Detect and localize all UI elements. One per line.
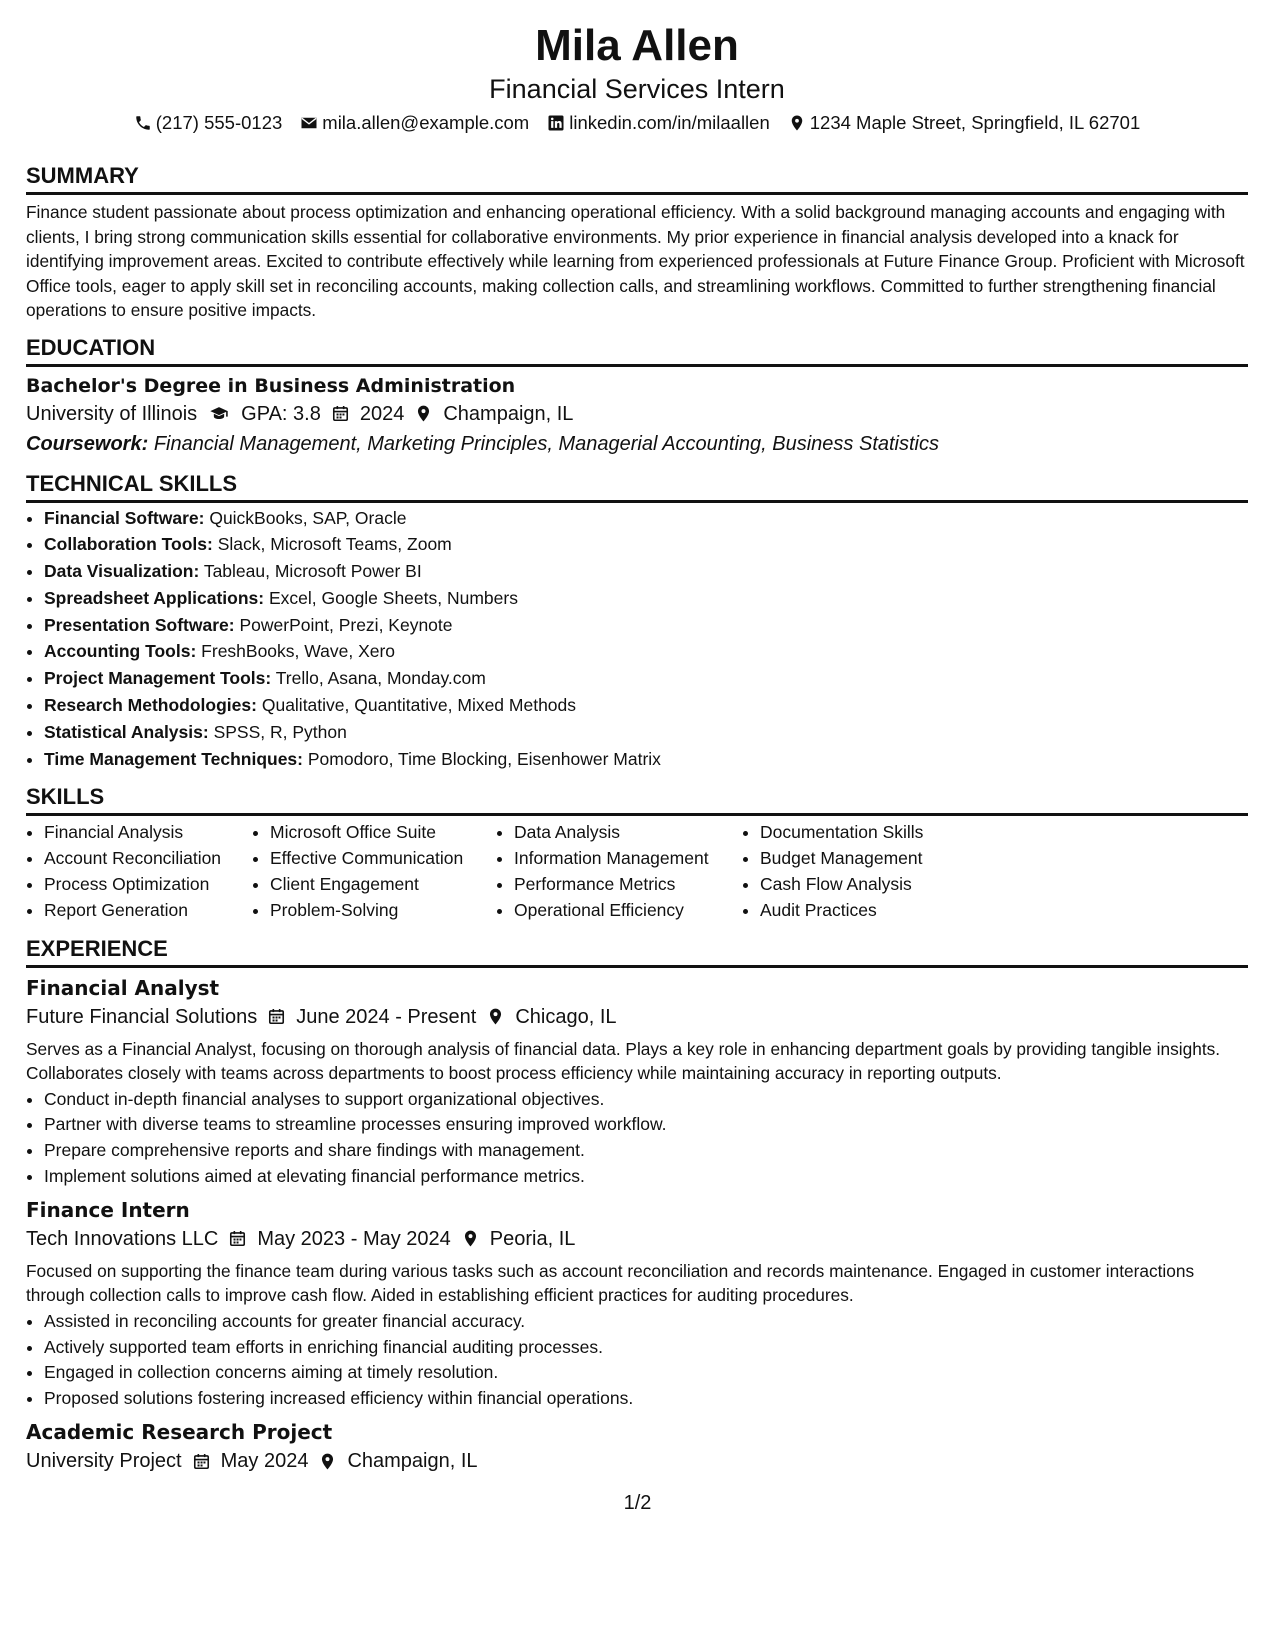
skill-category: Collaboration Tools: — [44, 534, 213, 555]
list-item: • Conduct in-depth financial analyses to support organizational objectives. — [44, 1087, 1248, 1113]
job-meta — [26, 1002, 1248, 1032]
list-item — [44, 585, 1248, 612]
calendar-icon — [228, 1229, 247, 1248]
linkedin-text: linkedin.com/in/milaallen — [569, 112, 770, 133]
list-item: • Information Management — [514, 846, 742, 872]
skills-column-1 — [26, 820, 252, 923]
job-title: Financial Analyst — [26, 975, 220, 1000]
list-item: • Account Reconciliation — [44, 846, 252, 872]
job-dates: May 2024 — [220, 1450, 309, 1473]
job-dates: June 2024 - Present — [296, 1005, 477, 1028]
education-section — [26, 334, 1248, 459]
experience-entry — [26, 1196, 1248, 1412]
phone-icon — [134, 114, 152, 132]
skill-category: Statistical Analysis: — [44, 721, 209, 742]
list-item: • Proposed solutions fostering increased efficiency within financial operations. — [44, 1386, 1248, 1412]
list-item: • Assisted in reconciling accounts for greater financial accuracy. — [44, 1309, 1248, 1335]
calendar-icon — [192, 1452, 211, 1471]
skill-values: Pomodoro, Time Blocking, Eisenhower Matrix — [307, 748, 661, 769]
calendar-icon — [267, 1007, 286, 1026]
skill-values: PowerPoint, Prezi, Keynote — [239, 614, 453, 635]
job-description: Focused on supporting the finance team during various tasks such as account reconciliation and records maintenance. Engaged in customer interactions through collection calls to improve cash flow. Aided in establishing efficient practices for auditing procedures. — [26, 1260, 1195, 1305]
experience-section — [26, 935, 1248, 1476]
job-bullets — [26, 1309, 1248, 1412]
list-item — [44, 719, 1248, 746]
skill-values: SPSS, R, Python — [213, 721, 347, 742]
job-description: Serves as a Financial Analyst, focusing on thorough analysis of financial data. Plays a key role in enhancing department goals by providing tangible insights. Collaborates closely with teams across departments to boost process efficiency while maintaining accuracy in reporting outputs. — [26, 1038, 1221, 1083]
coursework-label: Coursework: — [26, 432, 149, 455]
list-item — [44, 638, 1248, 665]
contact-address — [788, 110, 1140, 136]
skills-column-3 — [496, 820, 742, 923]
gpa-text: GPA: 3.8 — [241, 402, 321, 425]
graduation-cap-icon — [207, 404, 231, 423]
list-item: • Problem-Solving — [270, 898, 496, 924]
list-item — [44, 505, 1248, 532]
education-meta — [26, 399, 1248, 429]
job-meta — [26, 1446, 1248, 1476]
list-item: • Partner with diverse teams to streamline processes ensuring improved workflow. — [44, 1112, 1248, 1138]
skill-values: QuickBooks, SAP, Oracle — [209, 507, 407, 528]
list-item: • Data Analysis — [514, 820, 742, 846]
candidate-name: Mila Allen — [535, 21, 739, 70]
job-meta — [26, 1224, 1248, 1254]
skill-values: Excel, Google Sheets, Numbers — [268, 587, 518, 608]
job-location: Champaign, IL — [347, 1450, 478, 1473]
resume-page — [26, 20, 1248, 1476]
list-item: • Process Optimization — [44, 872, 252, 898]
skill-category: Spreadsheet Applications: — [44, 587, 265, 608]
list-item — [44, 558, 1248, 585]
skill-category: Accounting Tools: — [44, 641, 197, 662]
skills-column-4 — [742, 820, 1000, 923]
technical-skills-list — [26, 505, 1248, 773]
email-text: mila.allen@example.com — [322, 112, 530, 133]
company-name: University Project — [26, 1450, 182, 1473]
contact-phone — [134, 110, 283, 136]
list-item: • Effective Communication — [270, 846, 496, 872]
skill-values: Trello, Asana, Monday.com — [275, 668, 486, 689]
list-item — [44, 665, 1248, 692]
map-pin-icon — [414, 404, 433, 423]
skills-heading: SKILLS — [26, 783, 1248, 816]
technical-skills-section — [26, 470, 1248, 773]
degree-title: Bachelor's Degree in Business Administration — [26, 374, 516, 397]
list-item: • Operational Efficiency — [514, 898, 742, 924]
address-text: 1234 Maple Street, Springfield, IL 62701 — [809, 112, 1141, 133]
company-name: Tech Innovations LLC — [26, 1227, 219, 1250]
envelope-icon — [300, 114, 318, 132]
skill-values: Tableau, Microsoft Power BI — [203, 561, 422, 582]
coursework-line — [26, 429, 1248, 459]
coursework-text: Financial Management, Marketing Principles, Managerial Accounting, Business Statistics — [153, 432, 939, 455]
list-item: • Financial Analysis — [44, 820, 252, 846]
list-item: • Audit Practices — [760, 898, 1000, 924]
list-item — [44, 612, 1248, 639]
skills-column-2 — [252, 820, 496, 923]
candidate-headline: Financial Services Intern — [489, 74, 785, 104]
school-name: University of Illinois — [26, 402, 198, 425]
skill-values: Qualitative, Quantitative, Mixed Methods — [261, 695, 577, 716]
page-number: 1/2 — [623, 1492, 652, 1514]
list-item: • Cash Flow Analysis — [760, 872, 1000, 898]
list-item: • Client Engagement — [270, 872, 496, 898]
list-item: • Documentation Skills — [760, 820, 1000, 846]
list-item: • Performance Metrics — [514, 872, 742, 898]
experience-entry — [26, 974, 1248, 1190]
list-item — [44, 746, 1248, 773]
skill-values: FreshBooks, Wave, Xero — [201, 641, 396, 662]
contact-linkedin[interactable] — [547, 110, 770, 136]
map-pin-icon — [318, 1452, 337, 1471]
list-item: • Budget Management — [760, 846, 1000, 872]
summary-text: Finance student passionate about process optimization and enhancing operational efficiency. With a solid background managing accounts and engaging with clients, I bring strong communication skills essential for collaborative environments. My prior experience in financial analysis developed into a knack for identifying improvement areas. Excited to contribute effectively while learning from experienced professionals at Future Finance Group. Proficient with Microsoft Office tools, eager to apply skill set in reconciling accounts, making collection calls, and streamlining workflows. Committed to further strengthening financial operations to ensure positive impacts. — [26, 202, 1245, 320]
skill-category: Time Management Techniques: — [44, 748, 303, 769]
list-item: • Engaged in collection concerns aiming at timely resolution. — [44, 1360, 1248, 1386]
experience-entry — [26, 1418, 1248, 1476]
summary-heading: SUMMARY — [26, 162, 1248, 195]
map-pin-icon — [486, 1007, 505, 1026]
skills-section — [26, 783, 1248, 923]
skill-category: Financial Software: — [44, 507, 205, 528]
skill-category: Research Methodologies: — [44, 695, 257, 716]
experience-heading: EXPERIENCE — [26, 935, 1248, 968]
contact-bar — [26, 110, 1248, 136]
skills-grid — [26, 820, 1248, 923]
list-item: • Prepare comprehensive reports and share findings with management. — [44, 1138, 1248, 1164]
list-item: • Report Generation — [44, 898, 252, 924]
company-name: Future Financial Solutions — [26, 1005, 258, 1028]
list-item: • Actively supported team efforts in enriching financial auditing processes. — [44, 1335, 1248, 1361]
list-item: • Microsoft Office Suite — [270, 820, 496, 846]
skill-category: Project Management Tools: — [44, 668, 272, 689]
list-item: • Implement solutions aimed at elevating financial performance metrics. — [44, 1164, 1248, 1190]
skill-values: Slack, Microsoft Teams, Zoom — [217, 534, 452, 555]
linkedin-icon — [547, 114, 565, 132]
map-pin-icon — [461, 1229, 480, 1248]
skill-category: Presentation Software: — [44, 614, 235, 635]
technical-skills-heading: TECHNICAL SKILLS — [26, 470, 1248, 503]
contact-email[interactable] — [300, 110, 529, 136]
map-pin-icon — [788, 114, 806, 132]
job-bullets — [26, 1087, 1248, 1190]
calendar-icon — [331, 404, 350, 423]
job-location: Chicago, IL — [515, 1005, 617, 1028]
skill-category: Data Visualization: — [44, 561, 200, 582]
list-item — [44, 531, 1248, 558]
job-location: Peoria, IL — [489, 1227, 576, 1250]
school-location: Champaign, IL — [443, 402, 574, 425]
list-item — [44, 692, 1248, 719]
education-heading: EDUCATION — [26, 334, 1248, 367]
graduation-year: 2024 — [359, 402, 405, 425]
job-dates: May 2023 - May 2024 — [257, 1227, 451, 1250]
job-title: Academic Research Project — [26, 1420, 333, 1445]
job-title: Finance Intern — [26, 1197, 190, 1222]
phone-text: (217) 555-0123 — [155, 112, 283, 133]
